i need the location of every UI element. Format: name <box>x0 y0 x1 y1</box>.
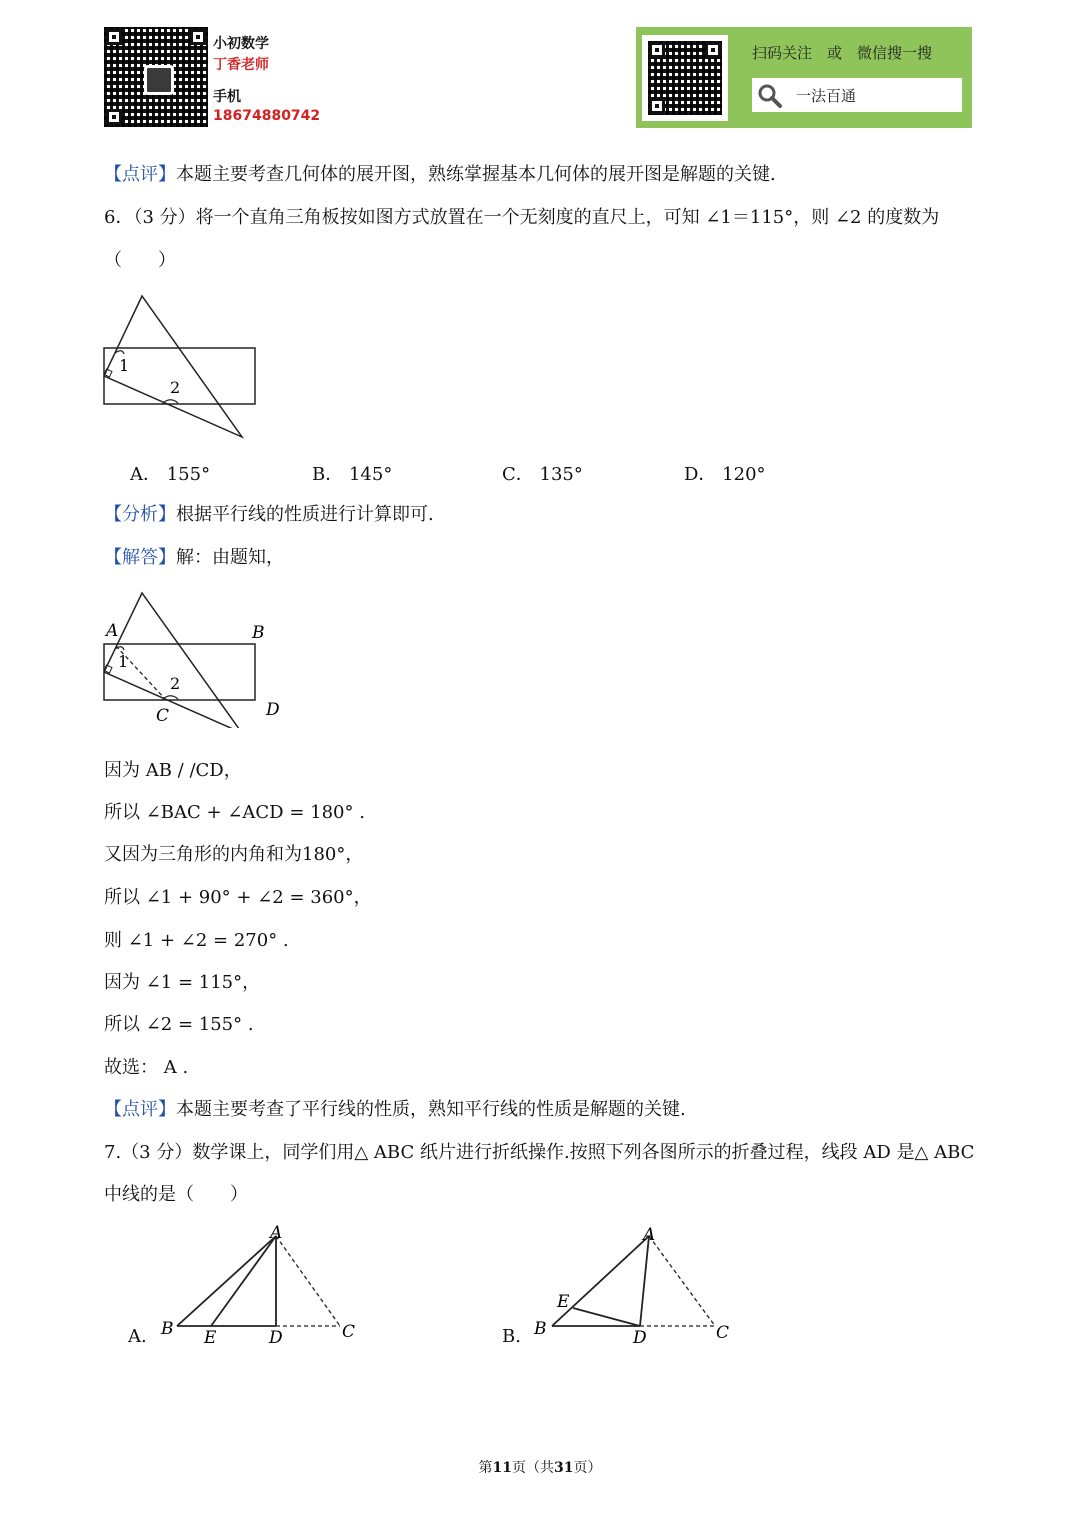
comment-text: 本题主要考查几何体的展开图，熟练掌握基本几何体的展开图是解题的关键. <box>176 164 776 185</box>
label-a: A <box>643 1225 656 1245</box>
label-b: B <box>534 1319 547 1339</box>
guide <box>177 1236 340 1326</box>
option-a[interactable] <box>130 462 210 488</box>
answer-text: 解：由题知， <box>176 547 284 568</box>
wechat-qr-code <box>104 27 208 127</box>
label-1: 1 <box>118 652 129 671</box>
option-letter: D． <box>684 464 717 485</box>
q6-figure-1 <box>100 290 270 445</box>
search-keyword: 一法百通 <box>796 87 857 105</box>
solution-step: 所以 ∠BAC + ∠ACD = 180° . <box>104 802 365 823</box>
analysis-text: 根据平行线的性质进行计算即可. <box>176 504 434 525</box>
solution-step: 则 ∠1 + ∠2 = 270° . <box>104 930 289 951</box>
option-value: 155° <box>166 464 211 485</box>
label-d: D <box>266 700 280 720</box>
q6-paren: （ ） <box>104 250 176 271</box>
solution-step: 故选： A . <box>104 1057 189 1078</box>
qr-pattern <box>648 41 722 115</box>
answer-tag: 【解答】 <box>104 547 176 568</box>
q7-option-a-label[interactable]: A. <box>128 1326 147 1347</box>
solution-step: 因为 ∠1 = 115°， <box>104 972 261 993</box>
q7-option-b-label[interactable]: B. <box>502 1326 521 1347</box>
wechat-logo-icon <box>144 65 174 95</box>
label-a: A <box>270 1223 283 1243</box>
segment-ad <box>640 1236 649 1326</box>
follow-qr-code <box>642 35 728 121</box>
label-b: B <box>252 623 265 643</box>
footer-mid: 页（共 <box>512 1460 554 1476</box>
solution-step: 所以 ∠1 + 90° + ∠2 = 360°， <box>104 887 372 908</box>
side-ab <box>552 1236 649 1326</box>
label-b: B <box>161 1319 174 1339</box>
q6-stem: 6．（3 分）将一个直角三角板按如图方式放置在一个无刻度的直尺上，可知 ∠1＝115°，则 ∠2 的度数为 <box>104 207 940 228</box>
comment-tag: 【点评】 <box>104 164 176 185</box>
label-d: D <box>269 1328 283 1348</box>
solution-step: 所以 ∠2 = 155° . <box>104 1014 254 1035</box>
comment-tag: 【点评】 <box>104 1099 176 1120</box>
label-c: C <box>156 706 170 726</box>
option-letter: A． <box>130 464 161 485</box>
comment-text: 本题主要考查了平行线的性质，熟知平行线的性质是解题的关键. <box>176 1099 686 1120</box>
label-d: D <box>633 1328 647 1348</box>
option-b[interactable] <box>312 462 392 488</box>
qr-finder-icon <box>106 109 122 125</box>
segment-ae <box>211 1236 276 1326</box>
wechat-search-box <box>752 78 962 112</box>
label-e: E <box>557 1292 570 1312</box>
option-letter: C． <box>502 464 534 485</box>
q7-stem-line1: 7.（3 分）数学课上，同学们用△ ABC 纸片进行折纸操作.按照下列各图所示的折叠过程，线段 AD 是△ ABC <box>104 1142 975 1163</box>
q7-figure-a <box>155 1222 370 1352</box>
page-total: 31 <box>554 1460 574 1476</box>
solution-step: 又因为三角形的内角和为180°， <box>104 844 364 865</box>
side-ab <box>177 1236 276 1326</box>
q6-analysis <box>104 502 434 528</box>
page-number: 11 <box>492 1460 512 1476</box>
option-value: 145° <box>348 464 393 485</box>
q6-comment <box>104 1097 686 1123</box>
q5-comment <box>104 162 776 188</box>
label-c: C <box>342 1322 356 1342</box>
qr-finder-icon <box>705 42 721 58</box>
dashed-ac <box>276 1236 340 1326</box>
solution-step: 因为 AB / /CD， <box>104 760 242 781</box>
scan-follow-text: 扫码关注 或 微信搜一搜 <box>752 44 933 62</box>
q7-figure-b <box>530 1222 740 1352</box>
label-1: 1 <box>119 356 130 375</box>
qr-finder-icon <box>106 29 122 45</box>
q6-answer <box>104 545 284 571</box>
option-d[interactable] <box>684 462 766 488</box>
q7-stem-line2: 中线的是（ ） <box>104 1184 248 1205</box>
phone-label: 手机 <box>213 89 241 105</box>
option-value: 135° <box>539 464 583 485</box>
qr-finder-icon <box>190 29 206 45</box>
q6-figure-2 <box>100 588 290 728</box>
phone-number: 18674880742 <box>213 108 321 124</box>
segment-ed <box>573 1308 640 1326</box>
footer-suffix: 页） <box>573 1460 602 1476</box>
option-value: 120° <box>722 464 766 485</box>
qr-finder-icon <box>649 42 665 58</box>
option-letter: B． <box>312 464 344 485</box>
brand-line1: 小初数学 <box>213 36 269 52</box>
dashed-ac <box>649 1236 715 1326</box>
brand-line2: 丁香老师 <box>213 57 269 73</box>
option-c[interactable] <box>502 462 583 488</box>
search-icon <box>756 82 784 110</box>
label-a: A <box>106 621 119 641</box>
label-e: E <box>204 1328 217 1348</box>
analysis-tag: 【分析】 <box>104 504 176 525</box>
label-2: 2 <box>170 378 181 397</box>
label-2: 2 <box>170 674 181 693</box>
page-footer <box>0 1457 1080 1477</box>
label-c: C <box>716 1323 730 1343</box>
qr-finder-icon <box>649 98 665 114</box>
footer-prefix: 第 <box>478 1460 493 1476</box>
